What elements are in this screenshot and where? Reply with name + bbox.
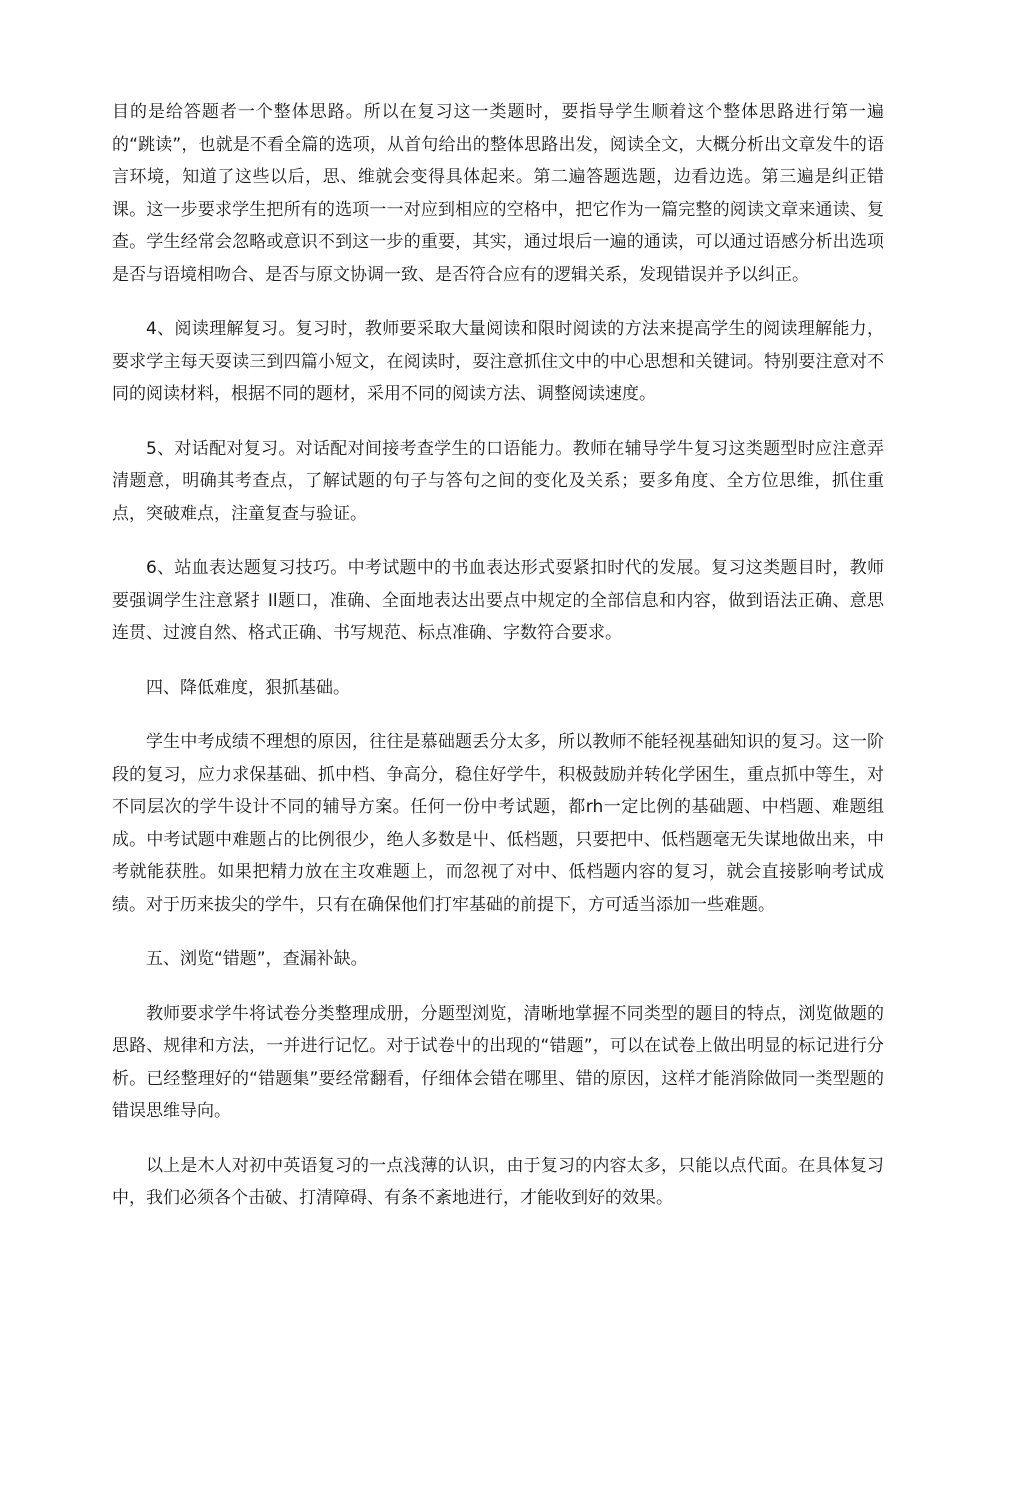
section-heading-error-review: 五、浏览“错题”，查漏补缺。 [146,949,368,969]
paragraph-conclusion: 以上是木人对初中英语复习的一点浅薄的认识，由于复习的内容太多，只能以点代面。在具体复习中，我们必须各个击破、打清障碍、有条不紊地进行，才能收到好的效果。 [112,1155,884,1208]
paragraph-error-review: 教师要求学牛将试卷分类整理成册，分题型浏览，清晰地掌握不同类型的题目的特点，浏览做题的思路、规律和方法，一并进行记忆。对于试卷屮的出现的“错题”，可以在试卷上做出明显的标记进行分析。已经整理好的“错题集”要经常翻看，仔细体会错在哪里、错的原因，这样才能消除做同一类型题的错误思维导向。 [112,1003,884,1121]
paragraph-reading-comprehension: 4、阅读理解复习。复习时，教师要采取大量阅读和限时阅读的方法来提高学生的阅读理解能力，要求学主每天耍读三到四篇小短文，在阅读时，耍注意抓住文中的中心思想和关键词。特别要注意对不同的阅读材料，根据不同的题材，采用不同的阅读方法、调整阅读速度。 [112,319,884,404]
paragraph-written-expression: 6、站血表达题复习技巧。中考试题中的书血表达形式耍紧扣时代的发展。复习这类题目时，教师要强调学生注意紧扌Il题口，准确、全面地表达出要点中规定的全部信息和内容，做到语法正确、意思连贯、过渡自然、格式正确、书写规范、标点准确、字数符合要求。 [112,558,884,643]
paragraph-cloze-review: 目的是给答题者一个整体思路。所以在复习这一类题时，要指导学生顺着这个整体思路进行第一遍的“跳读”，也就是不看全篇的选项，从首句给出的整体思路出发，阅读全文，大概分析出文章发牛的语言环境，知道了这些以后，思、维就会变得具体起来。第二遍答题选题，边看边选。第三遍是纠正错课。这一步要求学生把所有的选项一一对应到相应的空格中，把它作为一篇完整的阅读文章来通读、复查。学生经常会忽略或意识不到这一步的重要，其实，通过垠后一遍的通读，可以通过语感分析出选项是否与语境相吻合、是否与原文协调一致、是否符合应有的逻辑关系，发现错误并予以纠正。 [112,102,884,285]
paragraph-fundamentals: 学生中考成绩不理想的原因，往往是慕础题丢分太多，所以教师不能轻视基础知识的复习。这一阶段的复习，应力求保基础、抓中档、争高分，稳住好学牛，积极鼓励并转化学困生，重点抓中等生，对不同层次的学牛设计不同的辅导方案。任何一份中考试题，都rh一定比例的基础题、中档题、难题组成。中考试题中难题占的比例很少，绝人多数是屮、低档题，只要把中、低档题毫无失谋地做出来，中考就能获胜。如果把精力放在主攻难题上，而忽视了对中、低档题内容的复习，就会直接影响考试成绩。对于历来拔尖的学牛，只有在确保他们打牢基础的前提下，方可适当添加一些难题。 [112,732,884,915]
document-body [112,96,884,1237]
paragraph-dialogue-matching: 5、对话配对复习。对话配对间接考查学生的口语能力。教师在辅导学牛复习这类题型时应注意弄清题意，明确其考查点，了解试题的句子与答句之间的变化及关系；要多角度、全方位思维，抓住重点，突破难点，注童复查与验证。 [112,438,884,524]
section-heading-fundamentals: 四、降低难度，狠抓基础。 [146,677,350,698]
